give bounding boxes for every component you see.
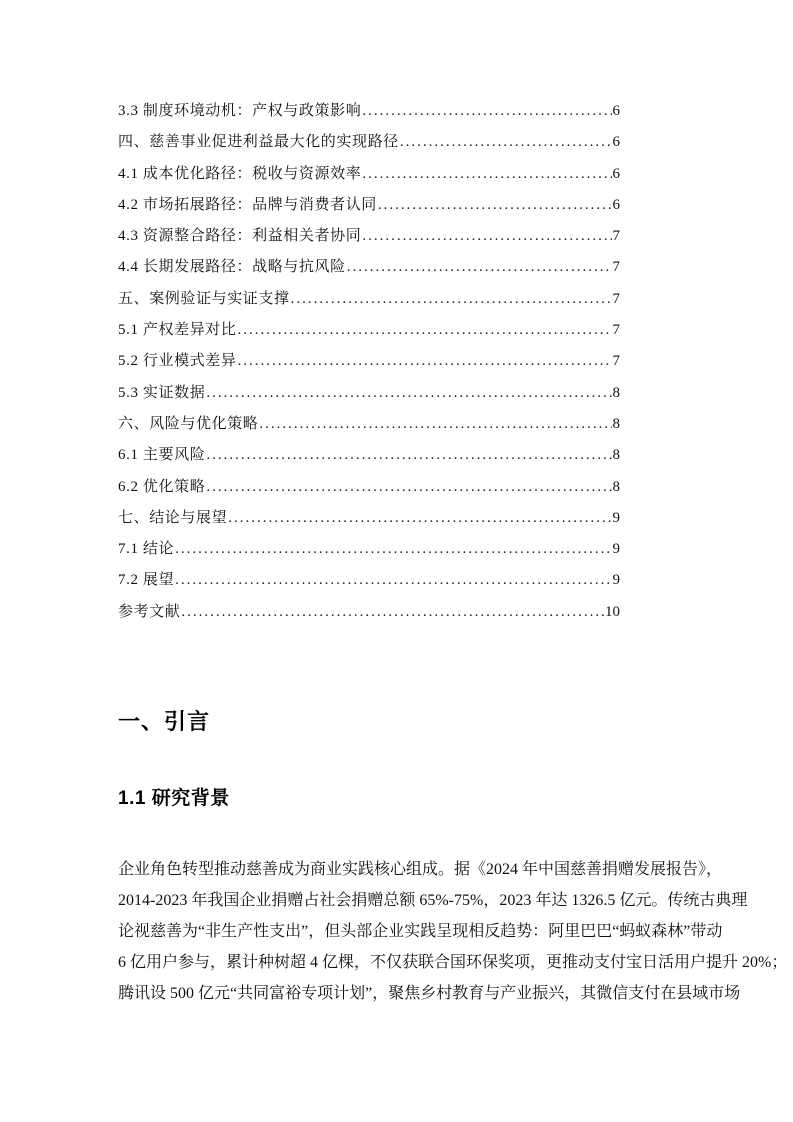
paragraph-line: 论视慈善为“非生产性支出”，但头部企业实践呈现相反趋势：阿里巴巴“蚂蚁森林”带动	[118, 923, 723, 941]
toc-entry-page: 10	[605, 603, 620, 620]
toc-dot-leader	[238, 346, 612, 377]
toc-entry[interactable]	[118, 534, 620, 565]
toc-entry[interactable]	[118, 440, 620, 471]
toc-entry[interactable]	[118, 409, 620, 440]
toc-entry[interactable]	[118, 346, 620, 377]
toc-entry-page: 8	[612, 478, 620, 495]
toc-entry-label: 4.4 长期发展路径：战略与抗风险	[118, 259, 346, 276]
toc-entry[interactable]	[118, 378, 620, 409]
toc-entry-label: 五、案例验证与实证支撑	[118, 290, 290, 307]
toc-entry-page: 6	[612, 196, 620, 213]
section-heading: 一、引言	[118, 709, 211, 735]
toc-entry[interactable]	[118, 127, 620, 158]
toc-entry[interactable]	[118, 284, 620, 315]
toc-entry-page: 7	[612, 228, 620, 245]
toc-entry-label: 5.2 行业模式差异	[118, 353, 237, 370]
toc-dot-leader	[181, 597, 604, 628]
toc-dot-leader	[175, 565, 611, 596]
toc-entry-label: 6.1 主要风险	[118, 447, 206, 464]
toc-entry[interactable]	[118, 565, 620, 596]
toc-entry-label: 7.2 展望	[118, 572, 175, 589]
toc-entry-label: 6.2 优化策略	[118, 478, 206, 495]
toc-entry-page: 8	[612, 447, 620, 464]
toc-entry[interactable]	[118, 597, 620, 628]
table-of-contents	[118, 96, 620, 628]
paragraph-line: 2014-2023 年我国企业捐赠占社会捐赠总额 65%-75%，2023 年达 1326.5 亿元。传统古典理	[118, 892, 748, 910]
toc-entry-label: 七、结论与展望	[118, 509, 228, 526]
toc-dot-leader	[291, 284, 612, 315]
toc-entry-label: 7.1 结论	[118, 541, 175, 558]
toc-entry-label: 3.3 制度环境动机：产权与政策影响	[118, 103, 362, 119]
toc-entry-page: 9	[612, 509, 620, 526]
toc-entry-label: 四、慈善事业促进利益最大化的实现路径	[118, 134, 399, 151]
toc-dot-leader	[362, 96, 611, 127]
toc-dot-leader	[400, 127, 612, 158]
research-background-paragraph	[118, 854, 788, 1009]
toc-dot-leader	[238, 315, 612, 346]
subsection-heading: 1.1 研究背景	[118, 788, 230, 810]
paragraph-line: 6 亿用户参与，累计种树超 4 亿棵，不仅获联合国环保奖项，更推动支付宝日活用户提升 20%；	[118, 954, 788, 972]
toc-dot-leader	[175, 534, 611, 565]
toc-dot-leader	[378, 190, 612, 221]
toc-dot-leader	[206, 472, 611, 503]
toc-entry-page: 9	[612, 572, 620, 589]
toc-dot-leader	[259, 409, 611, 440]
toc-dot-leader	[347, 252, 612, 283]
toc-entry[interactable]	[118, 96, 620, 127]
toc-entry-page: 7	[612, 290, 620, 307]
toc-entry-page: 8	[612, 384, 620, 401]
toc-entry-label: 4.3 资源整合路径：利益相关者协同	[118, 228, 362, 245]
toc-entry-page: 7	[612, 259, 620, 276]
toc-entry-page: 7	[612, 322, 620, 339]
toc-entry[interactable]	[118, 159, 620, 190]
toc-entry[interactable]	[118, 190, 620, 221]
toc-entry-page: 6	[612, 134, 620, 151]
toc-entry-page: 9	[612, 541, 620, 558]
toc-dot-leader	[362, 221, 611, 252]
toc-entry[interactable]	[118, 503, 620, 534]
toc-entry-page: 8	[612, 415, 620, 432]
paragraph-line: 腾讯设 500 亿元“共同富裕专项计划”，聚焦乡村教育与产业振兴，其微信支付在县域市场	[118, 985, 741, 1003]
toc-entry-page: 6	[612, 103, 620, 119]
paragraph-line: 企业角色转型推动慈善成为商业实践核心组成。据《2024 年中国慈善捐赠发展报告》，	[118, 861, 723, 879]
toc-entry[interactable]	[118, 221, 620, 252]
toc-entry-label: 4.2 市场拓展路径：品牌与消费者认同	[118, 196, 377, 213]
toc-entry-label: 5.3 实证数据	[118, 384, 206, 401]
toc-entry[interactable]	[118, 252, 620, 283]
toc-entry-label: 5.1 产权差异对比	[118, 322, 237, 339]
toc-entry[interactable]	[118, 315, 620, 346]
toc-entry-label: 4.1 成本优化路径：税收与资源效率	[118, 165, 362, 182]
toc-entry-label: 六、风险与优化策略	[118, 415, 259, 432]
toc-entry-page: 6	[612, 165, 620, 182]
toc-dot-leader	[228, 503, 611, 534]
toc-dot-leader	[206, 378, 611, 409]
toc-entry[interactable]	[118, 472, 620, 503]
toc-entry-page: 7	[612, 353, 620, 370]
toc-dot-leader	[206, 440, 611, 471]
toc-dot-leader	[362, 159, 611, 190]
toc-entry-label: 参考文献	[118, 603, 181, 620]
